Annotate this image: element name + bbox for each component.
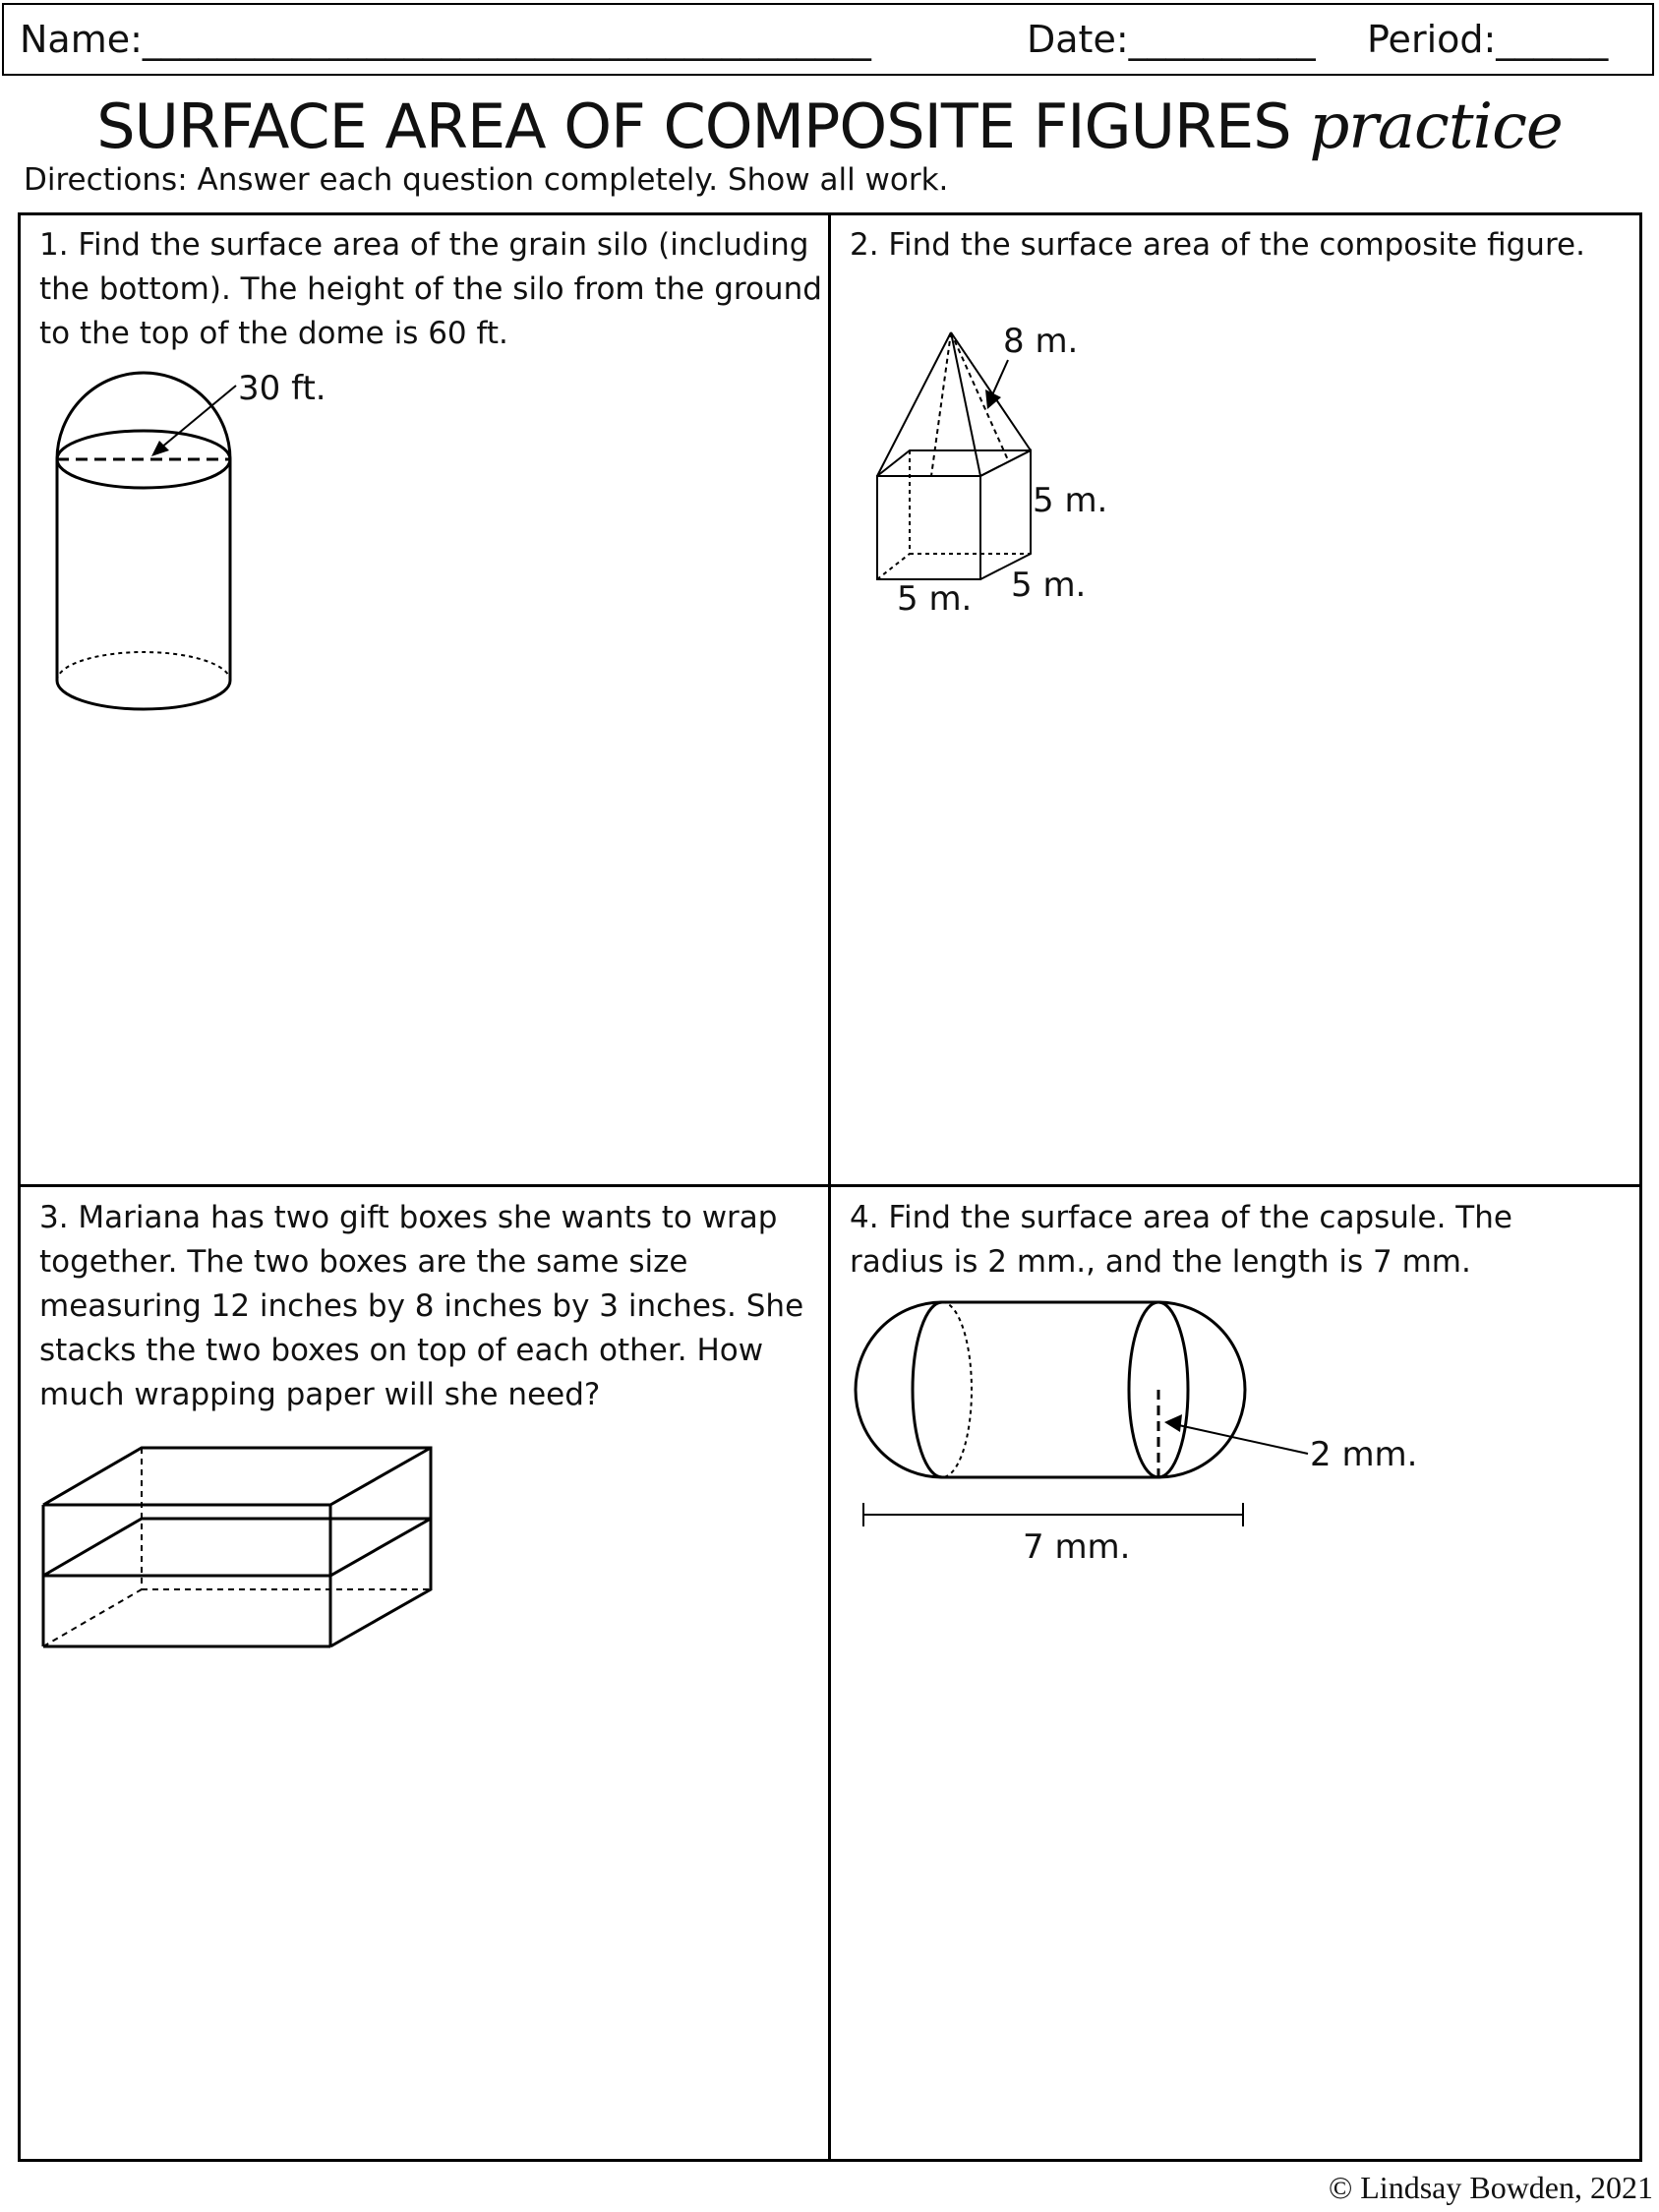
name-field[interactable]: Name:_______________________________________ (20, 18, 871, 61)
title-script: practice (1309, 90, 1563, 163)
question-4-line: 4. Find the surface area of the capsule. The (850, 1200, 1512, 1235)
silo-bottom-front (57, 681, 230, 709)
silo-radius-leader (155, 386, 236, 452)
silo-dome (57, 373, 230, 459)
date-field[interactable]: Date:__________ (1027, 18, 1316, 61)
radius-label: 2 mm. (1310, 1435, 1418, 1474)
silo-figure (39, 354, 354, 728)
question-3-text (39, 1196, 803, 1417)
grid-divider-vertical (828, 212, 831, 2162)
question-3-line: together. The two boxes are the same size (39, 1244, 688, 1280)
capsule-left-cap (856, 1302, 942, 1477)
radius-leader (1174, 1424, 1308, 1454)
prism-height-label: 5 m. (1033, 481, 1108, 520)
length-label: 7 mm. (1023, 1527, 1131, 1567)
question-4-text (850, 1196, 1512, 1285)
page-title (0, 90, 1659, 163)
question-3-line: stacks the two boxes on top of each other. How (39, 1333, 764, 1368)
question-3-line: measuring 12 inches by 8 inches by 3 inches. She (39, 1288, 804, 1324)
question-1-text (39, 223, 822, 356)
question-3-line: 3. Mariana has two gift boxes she wants to wrap (39, 1200, 778, 1235)
copyright: © Lindsay Bowden, 2021 (1328, 2170, 1653, 2205)
stacked-boxes-figure (39, 1442, 443, 1658)
slant-height-label: 8 m. (1003, 322, 1079, 361)
silo-radius-label: 30 ft. (238, 369, 326, 408)
prism-width-label: 5 m. (897, 579, 973, 619)
question-3-line: much wrapping paper will she need? (39, 1377, 601, 1412)
header-box (2, 3, 1654, 76)
question-1-line: to the top of the dome is 60 ft. (39, 316, 508, 351)
question-1-line: the bottom). The height of the silo from the ground (39, 271, 822, 307)
radius-arrow-head (1164, 1414, 1182, 1432)
prism-front-face (877, 476, 980, 579)
silo-bottom-back (57, 652, 230, 681)
grid-divider-horizontal (18, 1184, 1642, 1187)
question-4-line: radius is 2 mm., and the length is 7 mm. (850, 1244, 1471, 1280)
question-2-text (850, 223, 1585, 268)
question-1-line: 1. Find the surface area of the grain silo (including (39, 227, 809, 263)
question-2-line: 2. Find the surface area of the composite figure. (850, 227, 1585, 263)
period-field[interactable]: Period:______ (1367, 18, 1609, 61)
directions: Directions: Answer each question completely. Show all work. (24, 162, 949, 198)
capsule-right-cap (1158, 1302, 1245, 1477)
capsule-figure (856, 1296, 1426, 1567)
capsule-hidden-edge (942, 1302, 972, 1477)
pyramid-prism-figure (865, 315, 1121, 629)
title-main: SURFACE AREA OF COMPOSITE FIGURES (96, 90, 1291, 162)
prism-depth-label: 5 m. (1011, 566, 1087, 605)
